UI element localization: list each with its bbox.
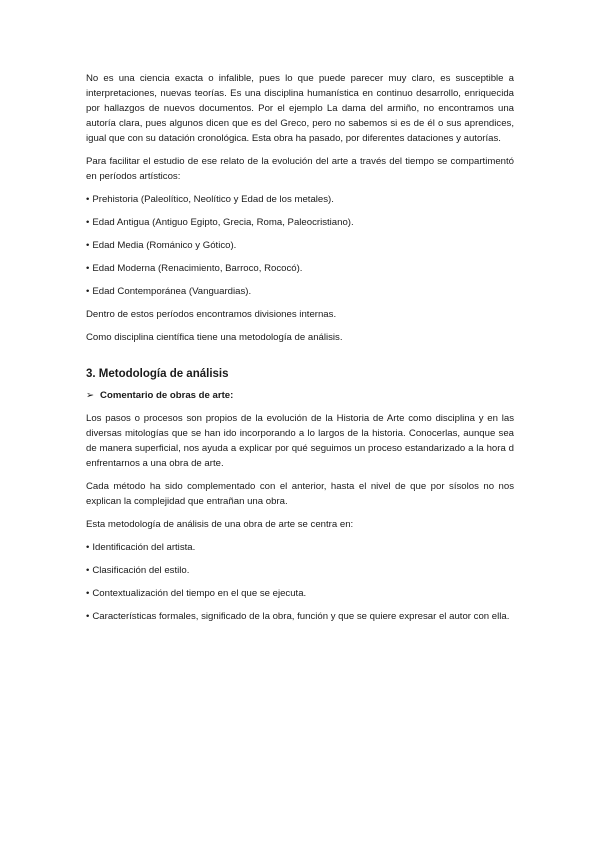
document-page — [86, 71, 514, 632]
bullet-icon: • — [86, 565, 90, 576]
intro-paragraph-3: Dentro de estos períodos encontramos divisiones internas. — [86, 309, 337, 320]
bullet-icon: • — [86, 588, 90, 599]
section-paragraph-3: Esta metodología de análisis de una obra de arte se centra en: — [86, 519, 354, 530]
intro-paragraph-1: No es una ciencia exacta o infalible, pues lo que puede parecer muy claro, es susceptible a interpretaciones, nuevas teorías. Es una disciplina humanística en continuo desarrollo, enriquecida por hallazgos de nuevos documentos. Por el ejemplo La dama del armiño, no encontramos una autoría clara, pues algunos dicen que es del Greco, pero no sabemos si es de él o sus aprendices, igual que con su datación cronológica. Esta obra ha pasado, por diferentes dataciones y autorías. — [86, 73, 514, 144]
bullet-icon: • — [86, 611, 90, 622]
arrow-bullet-icon: ➢ — [86, 390, 95, 401]
period-label: Edad Contemporánea (Vanguardias). — [92, 286, 252, 297]
method-label: Características formales, significado de la obra, función y que se quiere expresar el autor con ella. — [92, 611, 510, 622]
method-label: Contextualización del tiempo en el que se ejecuta. — [92, 588, 307, 599]
period-label: Edad Media (Románico y Gótico). — [92, 240, 237, 251]
intro-paragraph-2: Para facilitar el estudio de ese relato de la evolución del arte a través del tiempo se compartimentó en períodos artísticos: — [86, 156, 514, 182]
section-paragraph-2: Cada método ha sido complementado con el anterior, hasta el nivel de que por sísolos no nos explican la complejidad que entrañan una obra. — [86, 481, 514, 507]
period-item — [86, 238, 514, 253]
method-item — [86, 586, 514, 601]
period-label: Prehistoria (Paleolítico, Neolítico y Edad de los metales). — [92, 194, 334, 205]
period-label: Edad Moderna (Renacimiento, Barroco, Rococó). — [92, 263, 303, 274]
bullet-icon: • — [86, 194, 90, 205]
period-item — [86, 215, 514, 230]
period-item — [86, 261, 514, 276]
bullet-icon: • — [86, 240, 90, 251]
method-item — [86, 563, 514, 578]
method-label: Clasificación del estilo. — [92, 565, 190, 576]
period-label: Edad Antigua (Antiguo Egipto, Grecia, Roma, Paleocristiano). — [92, 217, 354, 228]
section-heading: 3. Metodología de análisis — [86, 368, 229, 380]
bullet-icon: • — [86, 542, 90, 553]
period-item — [86, 284, 514, 299]
intro-paragraph-4: Como disciplina científica tiene una metodología de análisis. — [86, 332, 343, 343]
bullet-icon: • — [86, 286, 90, 297]
period-item — [86, 192, 514, 207]
section-paragraph-1: Los pasos o procesos son propios de la evolución de la Historia de Arte como disciplina y en las diversas mitologías que se han ido incorporando a lo largos de la historia. Conocerlas, aunque sea de manera superficial, nos ayuda a explicar por qué seguimos un proceso estandarizado a la hora d enfrentarnos a una obra de arte. — [86, 413, 514, 469]
subheading — [86, 388, 514, 403]
method-item — [86, 540, 514, 555]
bullet-icon: • — [86, 263, 90, 274]
method-item — [86, 609, 514, 624]
subheading-label: Comentario de obras de arte: — [100, 390, 234, 401]
method-label: Identificación del artista. — [92, 542, 196, 553]
bullet-icon: • — [86, 217, 90, 228]
